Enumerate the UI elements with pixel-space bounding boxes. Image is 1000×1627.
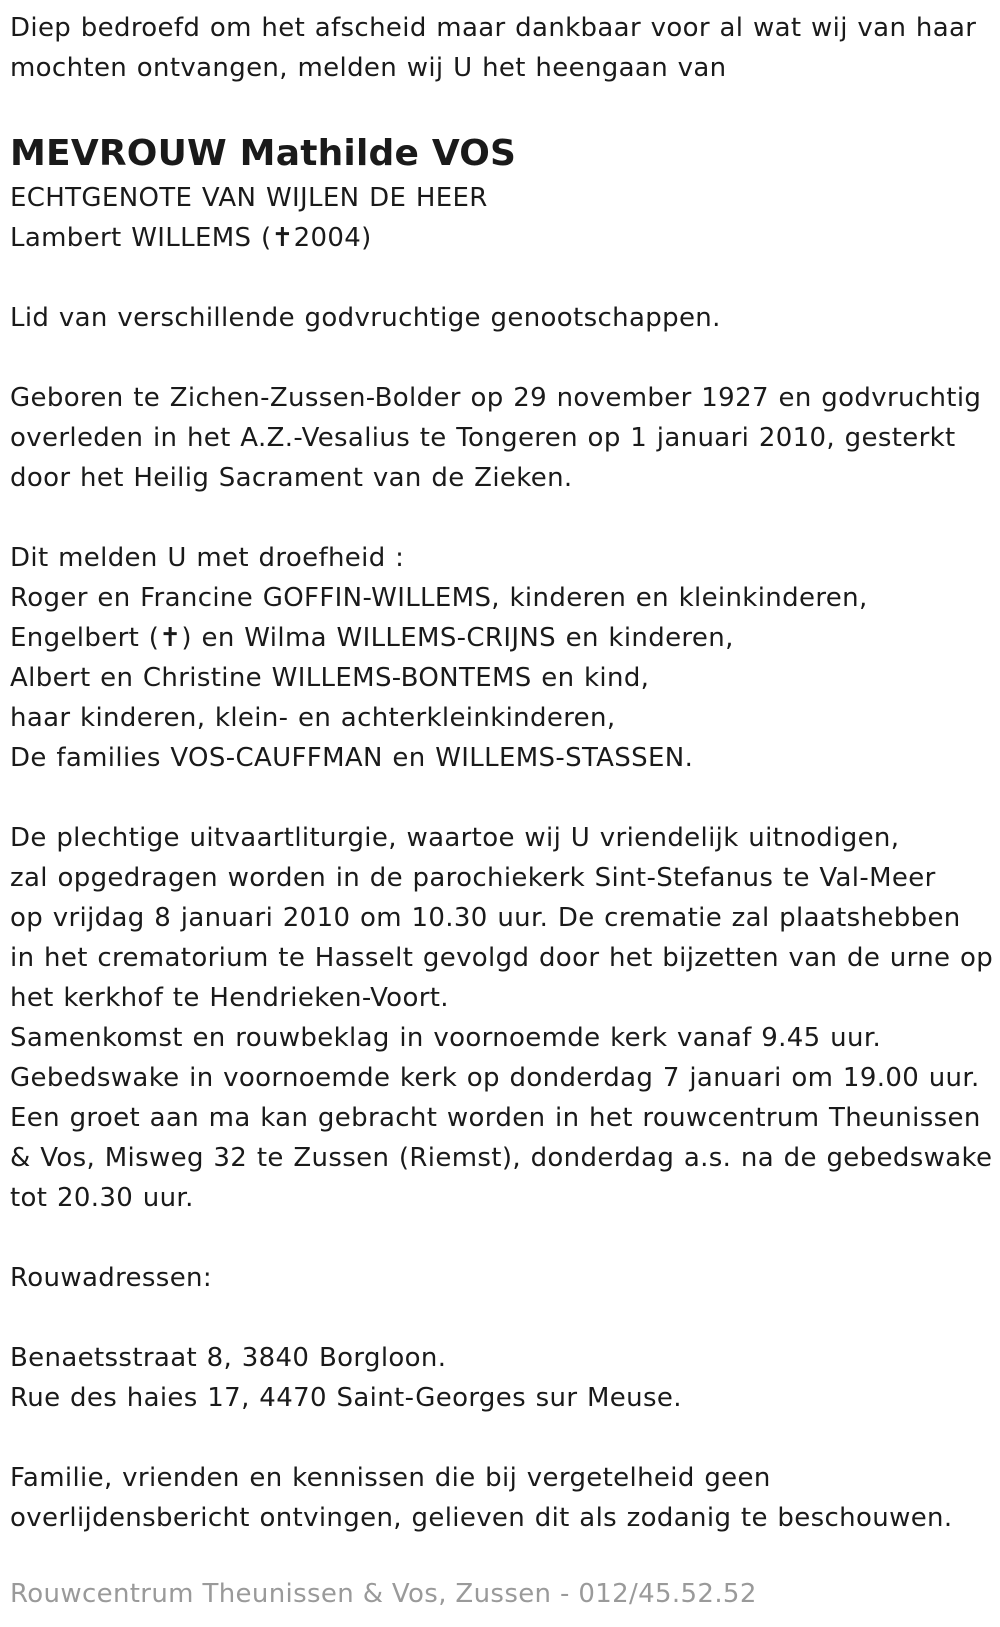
- intro-paragraph: [10, 8, 995, 88]
- deceased-spouse: Lambert WILLEMS (✝2004): [10, 223, 372, 253]
- funeral-line: in het crematorium te Hasselt gevolgd door het bijzetten van de urne op: [10, 943, 994, 973]
- birth-death-line: overleden in het A.Z.-Vesalius te Tongeren op 1 januari 2010, gesterkt: [10, 423, 956, 453]
- mourner-line: haar kinderen, klein- en achterkleinkinderen,: [10, 703, 616, 733]
- obituary-notice: [10, 8, 995, 1538]
- membership-text: Lid van verschillende godvruchtige genootschappen.: [10, 303, 721, 333]
- funeral-line: op vrijdag 8 januari 2010 om 10.30 uur. De crematie zal plaatshebben: [10, 903, 961, 933]
- funeral-paragraph: [10, 818, 995, 1218]
- spacer: [10, 778, 995, 818]
- deceased-name: MEVROUW Mathilde VOS: [10, 133, 517, 174]
- birth-death-line: door het Heilig Sacrament van de Zieken.: [10, 463, 573, 493]
- mourners-paragraph: [10, 538, 995, 778]
- funeral-line: De plechtige uitvaartliturgie, waartoe wij U vriendelijk uitnodigen,: [10, 823, 900, 853]
- spacer: [10, 1418, 995, 1458]
- closing-paragraph: [10, 1458, 995, 1538]
- spacer: [10, 498, 995, 538]
- mourner-line: Roger en Francine GOFFIN-WILLEMS, kinderen en kleinkinderen,: [10, 583, 868, 613]
- spacer: [10, 258, 995, 298]
- closing-line: overlijdensbericht ontvingen, gelieven dit als zodanig te beschouwen.: [10, 1503, 953, 1533]
- intro-line: Diep bedroefd om het afscheid maar dankbaar voor al wat wij van haar: [10, 13, 977, 43]
- funeral-line: Samenkomst en rouwbeklag in voornoemde kerk vanaf 9.45 uur.: [10, 1023, 882, 1053]
- mourners-heading: Dit melden U met droefheid :: [10, 543, 405, 573]
- funeral-line: tot 20.30 uur.: [10, 1183, 194, 1213]
- funeral-line: het kerkhof te Hendrieken-Voort.: [10, 983, 449, 1013]
- deceased-relation: ECHTGENOTE VAN WIJLEN DE HEER: [10, 183, 488, 213]
- mourner-line: De families VOS-CAUFFMAN en WILLEMS-STASSEN.: [10, 743, 694, 773]
- funeral-home-footer: Rouwcentrum Theunissen & Vos, Zussen - 012/45.52.52: [10, 1579, 757, 1609]
- addresses-paragraph: [10, 1258, 995, 1418]
- mourner-line: Engelbert (✝) en Wilma WILLEMS-CRIJNS en kinderen,: [10, 623, 734, 653]
- address-line: Rue des haies 17, 4470 Saint-Georges sur Meuse.: [10, 1383, 682, 1413]
- mourner-line: Albert en Christine WILLEMS-BONTEMS en kind,: [10, 663, 650, 693]
- funeral-line: zal opgedragen worden in de parochiekerk Sint-Stefanus te Val-Meer: [10, 863, 936, 893]
- closing-line: Familie, vrienden en kennissen die bij vergetelheid geen: [10, 1463, 771, 1493]
- intro-line: mochten ontvangen, melden wij U het heengaan van: [10, 53, 727, 83]
- funeral-line: Gebedswake in voornoemde kerk op donderdag 7 januari om 19.00 uur.: [10, 1063, 980, 1093]
- address-line: Benaetsstraat 8, 3840 Borgloon.: [10, 1343, 447, 1373]
- addresses-heading: Rouwadressen:: [10, 1263, 212, 1293]
- deceased-block: [10, 132, 995, 258]
- spacer: [10, 338, 995, 378]
- funeral-line: Een groet aan ma kan gebracht worden in het rouwcentrum Theunissen: [10, 1103, 981, 1133]
- birth-death-paragraph: [10, 378, 995, 498]
- spacer: [10, 1218, 995, 1258]
- spacer: [10, 1298, 995, 1338]
- birth-death-line: Geboren te Zichen-Zussen-Bolder op 29 november 1927 en godvruchtig: [10, 383, 982, 413]
- funeral-line: & Vos, Misweg 32 te Zussen (Riemst), donderdag a.s. na de gebedswake: [10, 1143, 993, 1173]
